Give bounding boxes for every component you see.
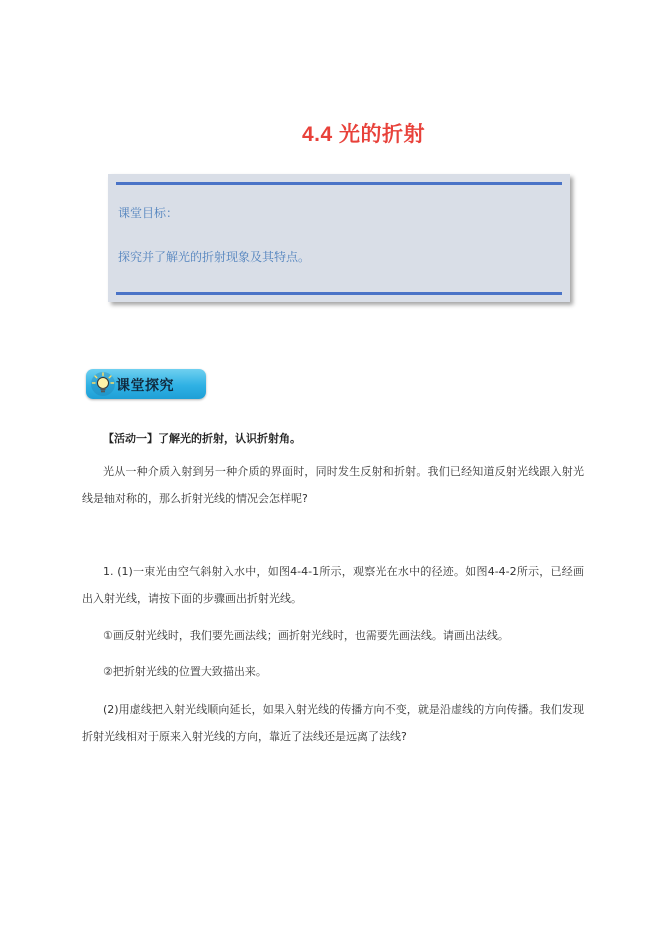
goal-box [108, 174, 570, 302]
goal-bottom-rule [116, 292, 562, 295]
question-2-paragraph: (2)用虚线把入射光线顺向延长，如果入射光线的传播方向不变，就是沿虚线的方向传播。我们发现折射光线相对于原来入射光线的方向，靠近了法线还是远离了法线? [82, 703, 584, 743]
step-1-text: ①画反射光线时，我们要先画法线；画折射光线时，也需要先画法线。请画出法线。 [103, 629, 509, 642]
intro-paragraph: 光从一种介质入射到另一种介质的界面时，同时发生反射和折射。我们已经知道反射光线跟入射光线是轴对称的，那么折射光线的情况会怎样呢? [82, 465, 584, 505]
question-1-paragraph: 1. (1)一束光由空气斜射入水中，如图4-4-1所示，观察光在水中的径迹。如图4-4-2所示，已经画出入射光线，请按下面的步骤画出折射光线。 [82, 565, 584, 605]
activity-heading: 【活动一】了解光的折射，认识折射角。 [103, 432, 301, 445]
lightbulb-icon [90, 371, 116, 397]
goal-top-rule [116, 182, 562, 185]
step-2-text: ②把折射光线的位置大致描出来。 [103, 665, 267, 678]
page-title: 4.4 光的折射 [301, 123, 426, 146]
section-label: 课堂探究 [116, 378, 174, 394]
goal-label: 课堂目标： [118, 206, 179, 220]
section-badge [86, 369, 206, 399]
goal-text: 探究并了解光的折射现象及其特点。 [118, 250, 311, 264]
